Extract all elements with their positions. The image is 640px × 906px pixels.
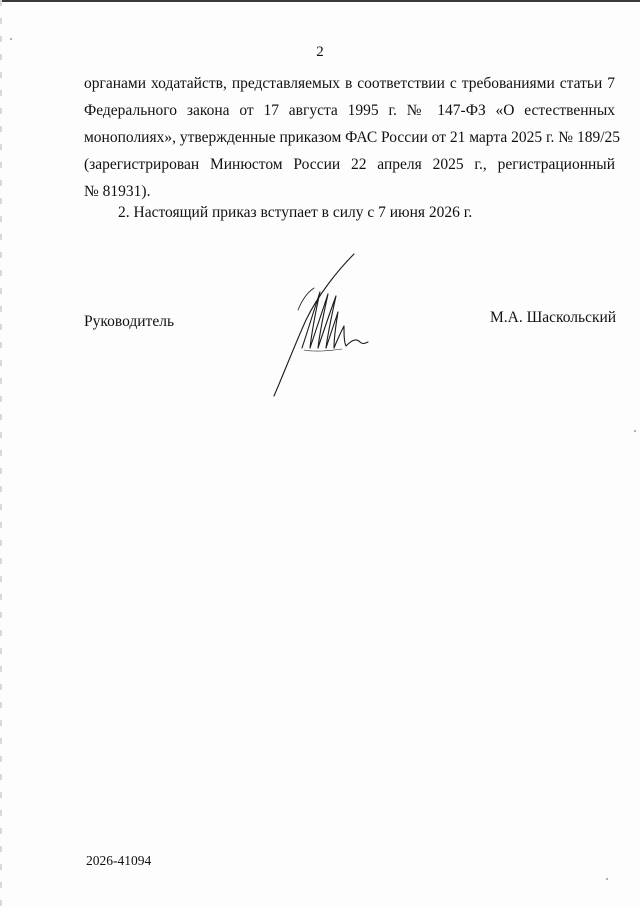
scan-speck xyxy=(606,878,608,880)
paragraph-line: (зарегистрирован Минюстом России 22 апреля 2025 г., регистрационный xyxy=(84,156,615,173)
scan-edge-top xyxy=(0,0,640,2)
handwritten-signature xyxy=(268,250,378,400)
registration-number: 2026-41094 xyxy=(86,853,152,868)
paragraph-line: монополиях», утвержденные приказом ФАС России от 21 марта 2025 г. № 189/25 xyxy=(84,129,621,146)
signatory-name: М.А. Шаскольский xyxy=(490,309,617,326)
paragraph-line: Федерального закона от 17 августа 1995 г. № 147-ФЗ «О естественных xyxy=(84,102,615,119)
scan-speck xyxy=(634,430,636,432)
page-number: 2 xyxy=(316,44,324,60)
paragraph-line: № 81931). xyxy=(84,183,151,200)
scan-speck xyxy=(10,38,12,40)
paragraph-continuation xyxy=(84,70,621,205)
signatory-position: Руководитель xyxy=(84,313,175,330)
paragraph-effective-date: 2. Настоящий приказ вступает в силу с 7 июня 2026 г. xyxy=(118,204,473,221)
scan-edge-left xyxy=(0,0,2,906)
paragraph-line: органами ходатайств, представляемых в соответствии с требованиями статьи 7 xyxy=(84,75,615,92)
